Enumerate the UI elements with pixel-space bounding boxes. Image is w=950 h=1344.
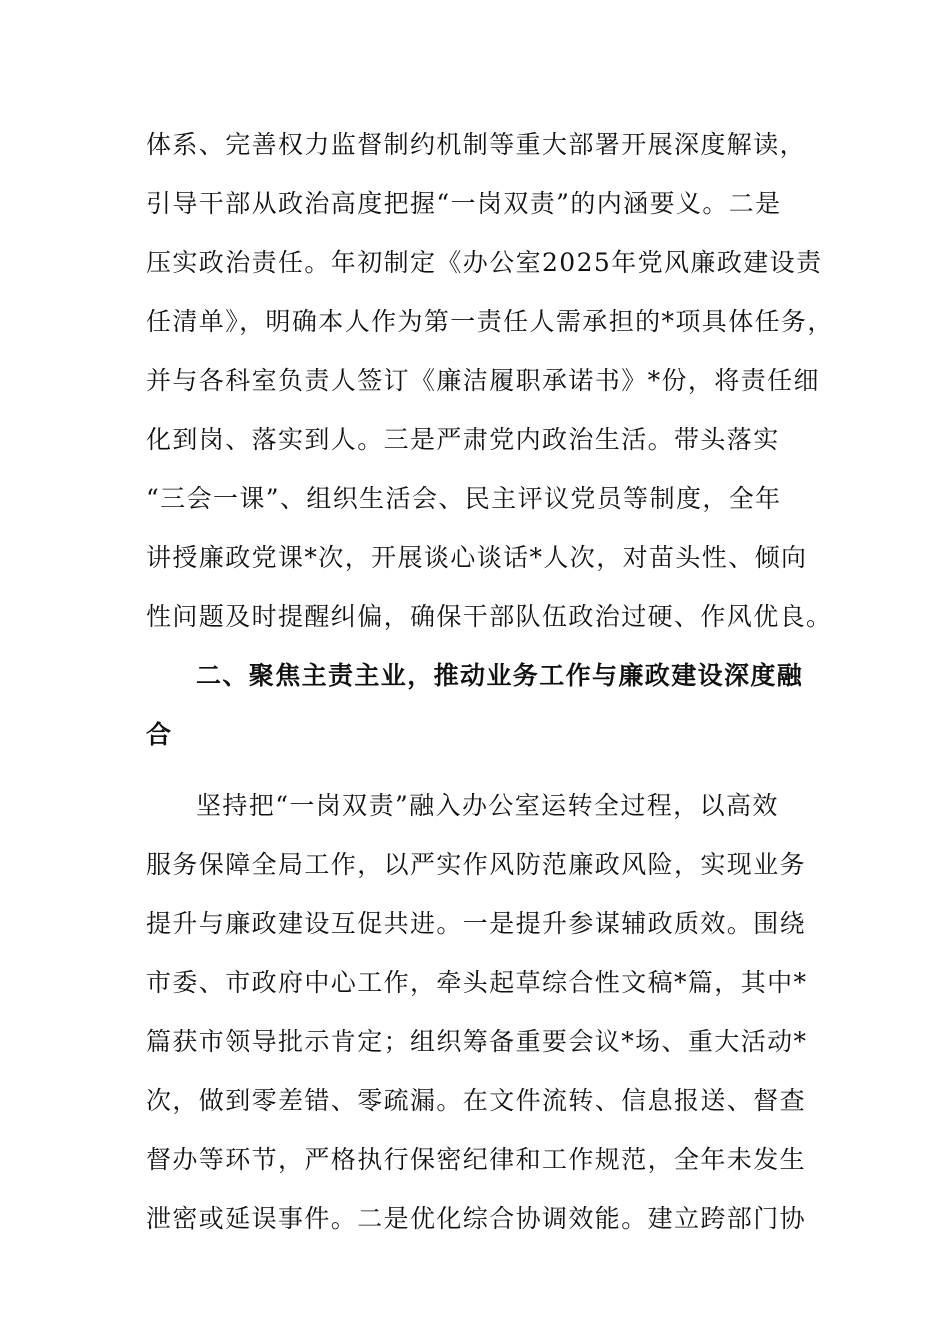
paragraph2-line: 坚持把“一岗双责”融入办公室运转全过程，以高效 — [196, 791, 779, 820]
paragraph1-line: 化到岗、落实到人。三是严肃党内政治生活。带头落实 — [146, 425, 780, 454]
section-heading-continued: 合 — [146, 720, 173, 749]
paragraph1-line: 引导干部从政治高度把握“一岗双责”的内涵要义。二是 — [146, 189, 782, 218]
paragraph1-line: 讲授廉政党课*次，开展谈心谈话*人次，对苗头性、倾向 — [146, 543, 808, 572]
paragraph1-line: 任清单》，明确本人作为第一责任人需承担的*项具体任务， — [146, 307, 834, 336]
paragraph2-line: 提升与廉政建设互促共进。一是提升参谋辅政质效。围绕 — [146, 909, 807, 938]
paragraph2-line: 服务保障全局工作，以严实作风防范廉政风险，实现业务 — [146, 850, 807, 879]
paragraph2-line: 篇获市领导批示肯定；组织筹备重要会议*场、重大活动* — [146, 1027, 808, 1056]
paragraph1-line: “三会一课”、组织生活会、民主评议党员等制度，全年 — [146, 484, 782, 513]
paragraph2-line: 泄密或延误事件。二是优化综合协调效能。建立跨部门协 — [146, 1204, 807, 1233]
paragraph1-line: 并与各科室负责人签订《廉洁履职承诺书》*份，将责任细 — [146, 366, 820, 395]
paragraph1-line: 压实政治责任。年初制定《办公室2025年党风廉政建设责 — [146, 248, 823, 277]
paragraph1-line: 体系、完善权力监督制约机制等重大部署开展深度解读， — [146, 130, 807, 159]
paragraph1-line: 性问题及时提醒纠偏，确保干部队伍政治过硬、作风优良。 — [146, 602, 833, 631]
paragraph2-line: 次，做到零差错、零疏漏。在文件流转、信息报送、督查 — [146, 1086, 807, 1115]
paragraph2-line: 督办等环节，严格执行保密纪律和工作规范，全年未发生 — [146, 1145, 807, 1174]
section-heading: 二、聚焦主责主业，推动业务工作与廉政建设深度融 — [196, 661, 804, 690]
paragraph2-line: 市委、市政府中心工作，牵头起草综合性文稿*篇，其中* — [146, 968, 808, 997]
